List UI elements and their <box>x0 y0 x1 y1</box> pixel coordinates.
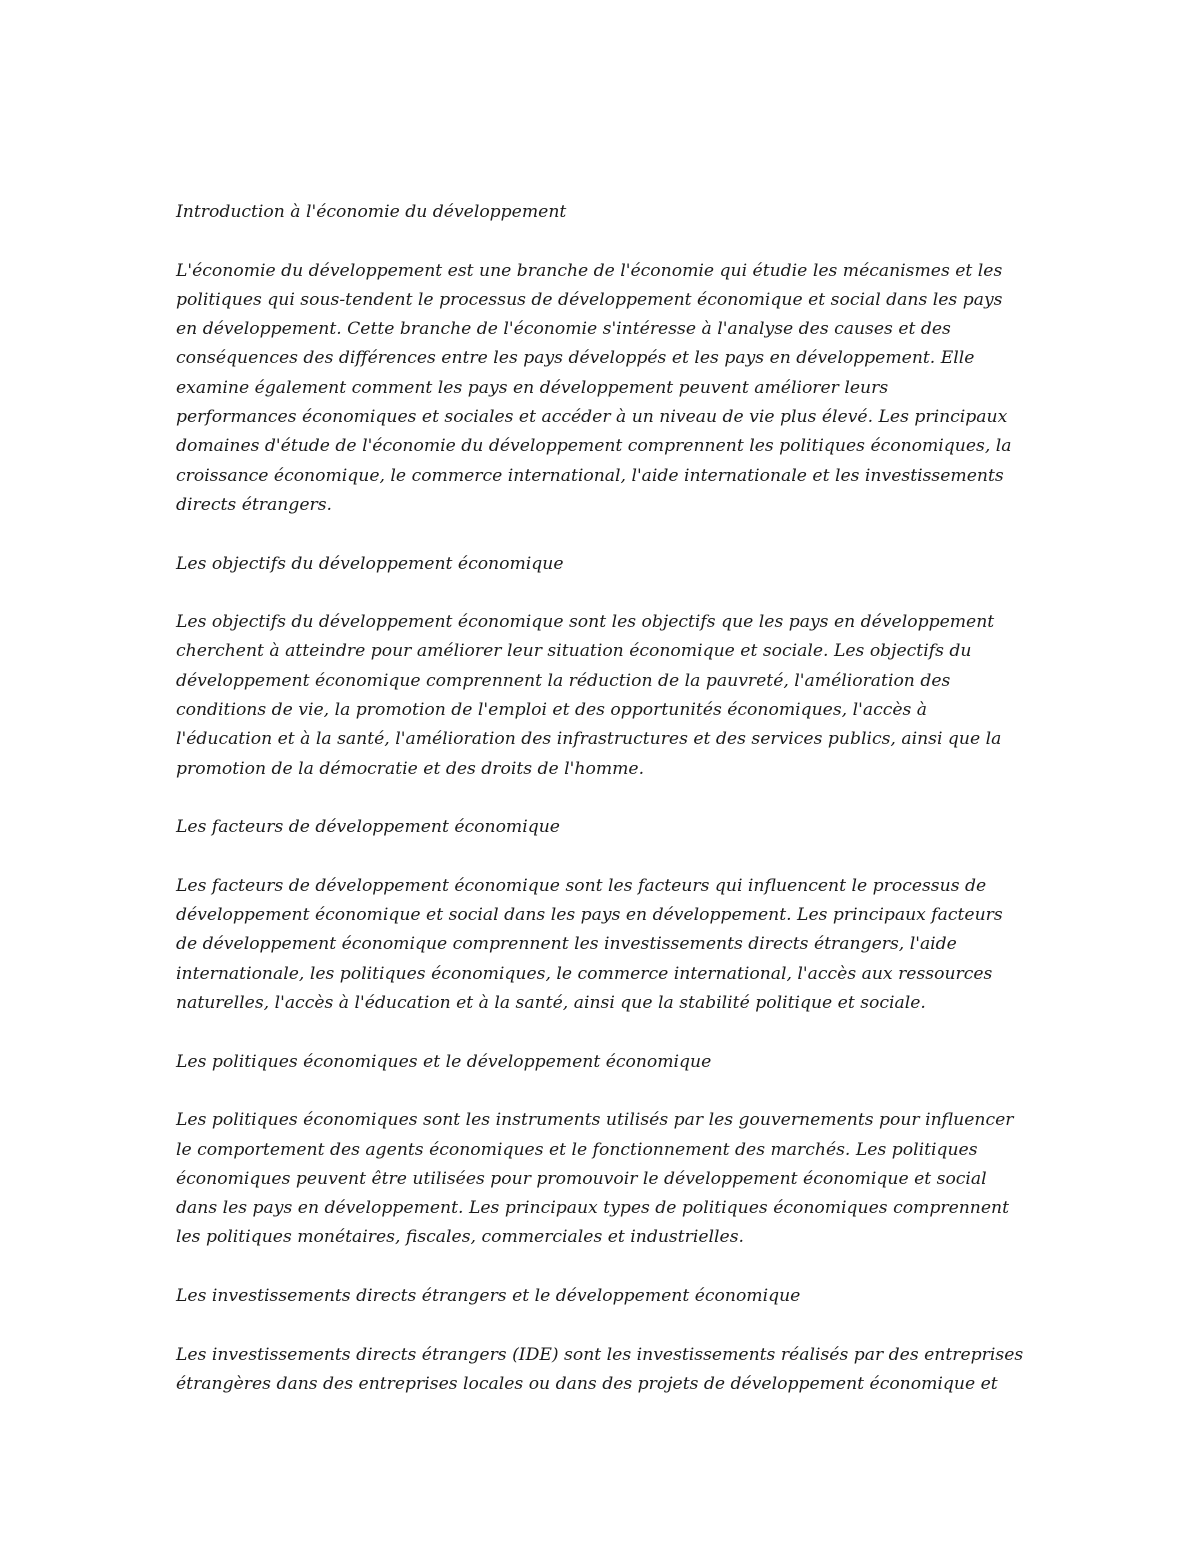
paragraph-line: performances économiques et sociales et accéder à un niveau de vie plus élevé. Les principaux <box>176 407 1008 428</box>
paragraph-line: L'économie du développement est une branche de l'économie qui étudie les mécanismes et les <box>176 260 1003 281</box>
section-heading <box>176 198 1036 227</box>
paragraph-line: examine également comment les pays en développement peuvent améliorer leurs <box>176 377 889 398</box>
paragraph-line: internationale, les politiques économiques, le commerce international, l'accès aux ressources <box>176 963 993 984</box>
section-paragraph <box>176 1341 1036 1400</box>
heading-text: Les facteurs de développement économique <box>176 817 560 838</box>
heading-text: Les investissements directs étrangers et le développement économique <box>176 1285 801 1306</box>
paragraph-line: étrangères dans des entreprises locales ou dans des projets de développement économique et <box>176 1373 998 1394</box>
paragraph-line: conditions de vie, la promotion de l'emploi et des opportunités économiques, l'accès à <box>176 700 928 721</box>
section-heading <box>176 813 1036 842</box>
paragraph-line: domaines d'étude de l'économie du développement comprennent les politiques économiques, la <box>176 436 1012 457</box>
paragraph-line: directs étrangers. <box>176 494 332 515</box>
section-paragraph <box>176 608 1036 784</box>
paragraph-line: politiques qui sous-tendent le processus de développement économique et social dans les pays <box>176 289 1003 310</box>
paragraph-line: dans les pays en développement. Les principaux types de politiques économiques comprennent <box>176 1198 1010 1219</box>
paragraph-line: Les investissements directs étrangers (IDE) sont les investissements réalisés par des entreprises <box>176 1344 1024 1365</box>
paragraph-line: Les facteurs de développement économique sont les facteurs qui influencent le processus de <box>176 875 987 896</box>
heading-text: Introduction à l'économie du développement <box>176 202 567 222</box>
section-heading <box>176 1282 1036 1311</box>
paragraph-line: de développement économique comprennent les investissements directs étrangers, l'aide <box>176 934 957 955</box>
paragraph-line: économiques peuvent être utilisées pour promouvoir le développement économique et social <box>176 1168 987 1189</box>
paragraph-line: développement économique et social dans les pays en développement. Les principaux facteurs <box>176 905 1003 926</box>
section-heading <box>176 1048 1036 1077</box>
paragraph-line: en développement. Cette branche de l'économie s'intéresse à l'analyse des causes et des <box>176 319 951 340</box>
paragraph-line: les politiques monétaires, fiscales, commerciales et industrielles. <box>176 1227 744 1248</box>
paragraph-line: développement économique comprennent la réduction de la pauvreté, l'amélioration des <box>176 670 951 691</box>
section-heading <box>176 550 1036 579</box>
section-paragraph <box>176 1106 1036 1252</box>
paragraph-line: cherchent à atteindre pour améliorer leur situation économique et sociale. Les objectifs du <box>176 641 972 662</box>
paragraph-line: l'éducation et à la santé, l'amélioration des infrastructures et des services publics, ainsi que la <box>176 729 1002 750</box>
paragraph-line: le comportement des agents économiques et le fonctionnement des marchés. Les politiques <box>176 1139 978 1160</box>
section-paragraph <box>176 257 1036 521</box>
heading-text: Les politiques économiques et le développement économique <box>176 1051 712 1072</box>
paragraph-line: croissance économique, le commerce international, l'aide internationale et les investissements <box>176 465 1004 486</box>
paragraph-line: conséquences des différences entre les pays développés et les pays en développement. Elle <box>176 348 975 369</box>
paragraph-line: Les politiques économiques sont les instruments utilisés par les gouvernements pour influencer <box>176 1110 1014 1131</box>
document-body <box>176 198 1036 1428</box>
paragraph-line: Les objectifs du développement économique sont les objectifs que les pays en développement <box>176 612 995 633</box>
heading-text: Les objectifs du développement économique <box>176 553 564 574</box>
paragraph-line: promotion de la démocratie et des droits de l'homme. <box>176 758 645 779</box>
section-paragraph <box>176 872 1036 1018</box>
paragraph-line: naturelles, l'accès à l'éducation et à la santé, ainsi que la stabilité politique et sociale. <box>176 993 926 1014</box>
